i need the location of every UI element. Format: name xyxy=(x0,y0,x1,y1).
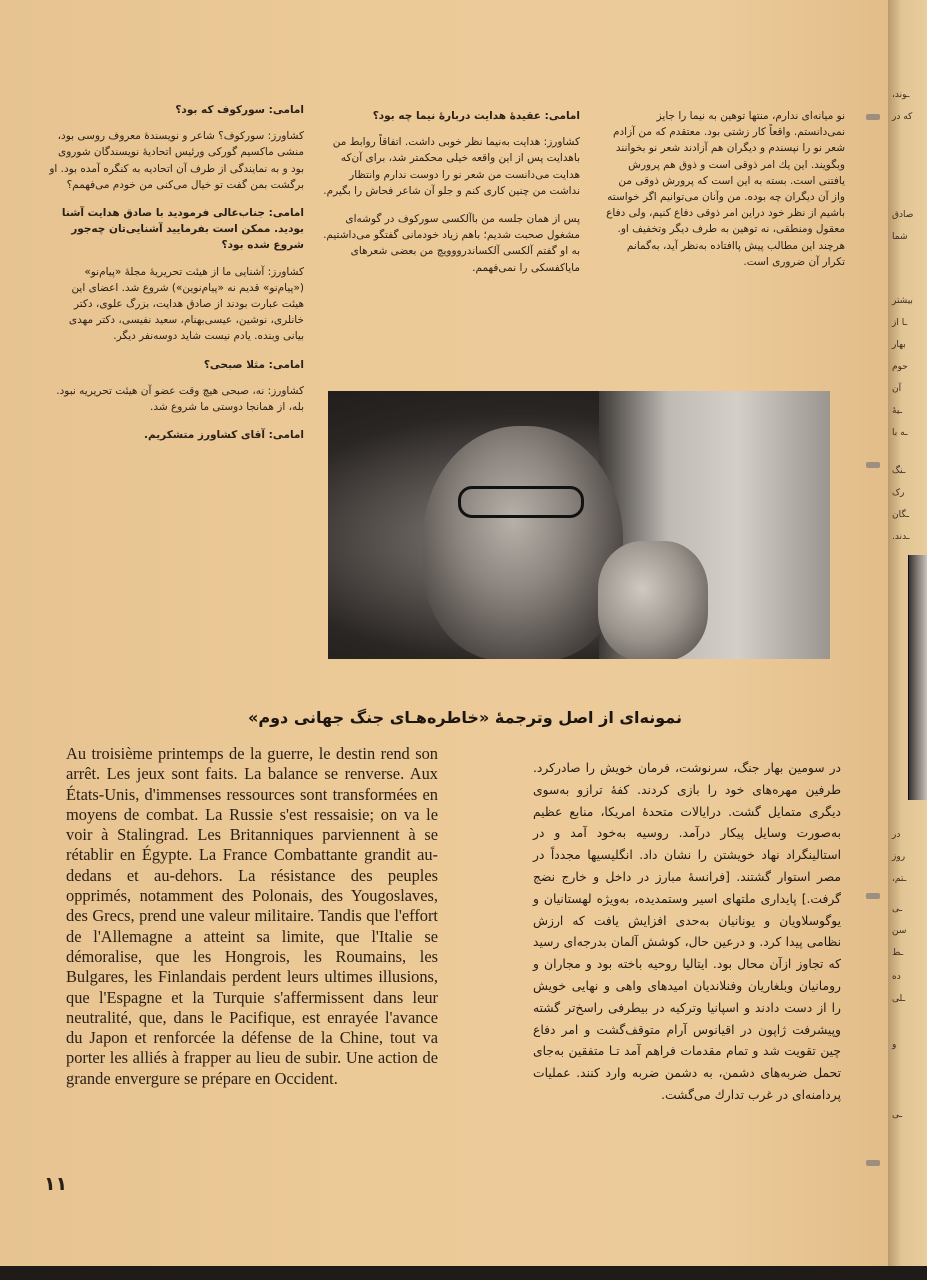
next-page-fragment: ـوند، xyxy=(892,90,910,100)
next-page-fragment: سن xyxy=(892,926,907,936)
interview-answer: کشاورز: هدایت به‌نیما نظر خوبی داشت. اتفاقاً روابط من باهدایت پس از این واقعه خیلی محکمتر شد، برای آن‌که هدایت می‌دانست من شعر نو را دوست ندارم وانتظار نداشت من چنین کاری کنم و جلو آن شاعر فحاش را بگیرم. xyxy=(323,136,580,197)
next-page-fragment: و xyxy=(892,1040,897,1050)
interview-answer: کشاورز: آشنایی ما از هیئت تحریریهٔ مجلهٔ «پیام‌نو» («پیام‌نو» قدیم نه «پیام‌نوین») شروع شد. اعضای این هیئت عبارت بودند از صادق هدایت، بزرگ علوی، دکتر خانلری، نوشین، عیسی‌بهنام، سعید نفیسی، دکتر مهدی بیانی وبنده. یادم نیست شاید دوسه‌نفر دیگر. xyxy=(68,265,304,343)
page-number: ۱۱ xyxy=(44,1173,68,1195)
interview-column-right xyxy=(605,108,845,282)
staple-mark xyxy=(866,114,880,120)
staple-mark xyxy=(866,462,880,468)
next-page-fragment: آن xyxy=(892,384,902,394)
staple-mark xyxy=(866,1160,880,1166)
interview-question: امامی: آقای کشاورز متشکریم. xyxy=(144,429,304,442)
next-page-fragment: روز xyxy=(892,852,906,862)
next-page-fragment: ـگان xyxy=(892,510,909,520)
interview-column-left xyxy=(46,102,304,453)
interview-answer: کشاورز: نه، صبحی هیچ وقت عضو آن هیئت تحریریه نبود. بله، از همانجا دوستی ما شروع شد. xyxy=(56,384,304,414)
interview-answer: کشاورز: سورکوف؟ شاعر و نویسندهٔ معروف روسی بود، منشی ماکسیم گورکی ورئیس اتحادیهٔ نویسندگان شوروی بود و به نمایندگی از طرف آن اتحادیه به کنگره آمده بود. او برگشت بمن گفت تو خیال می‌کنی من خودم می‌فهمم؟ xyxy=(49,130,304,191)
next-page-fragment: شما xyxy=(892,232,908,242)
portrait-hand xyxy=(598,541,708,659)
next-page-fragment: بیشتر xyxy=(892,296,913,306)
next-page-fragment: بهار xyxy=(892,340,906,350)
next-page-fragment: ـتم، xyxy=(892,874,907,884)
next-page-fragment: حوم xyxy=(892,362,908,372)
french-original-text: Au troisième printemps de la guerre, le destin rend son arrêt. Les jeux sont faits. La balance se renverse. Aux États-Unis, d'immenses ressources sont transformées en moyens de combat. La Russie s'est ressaisie; on va le voir à Stalingrad. Les Britanniques parviennent à se rétablir en Égypte. La France Combattante grandit au-dedans et au-dehors. La résistance des peuples opprimés, notamment des Polonais, des Yougoslaves, des Grecs, prend une valeur militaire. Tandis que l'effort de l'Allemagne a atteint sa limite, que l'Italie se démoralise, que les Hongrois, les Roumains, les Bulgares, les Finlandais perdent leurs ultimes illusions, que l'Espagne et la Turquie s'affermissent dans leur neutralité, que, dans le Pacifique, est enrayée l'avance du Japon et renforcée la défense de la Chine, tout va porter les alliés à frapper au lieu de subir. Une action de grande envergure se prépare en Occident. xyxy=(66,744,438,1088)
next-page-fragment: ـط xyxy=(892,948,904,958)
next-page-fragment: ـه با xyxy=(892,428,908,438)
interview-question: امامی: جناب‌عالی فرمودید با صادق هدایت آشنا بودید. ممکن است بفرمایید آشنایی‌تان چه‌جور شروع شده بود؟ xyxy=(61,207,304,252)
next-page-fragment: ـی xyxy=(892,1110,903,1120)
next-page-fragment: رک xyxy=(892,488,905,498)
next-page-fragment: ـنگ xyxy=(892,466,906,476)
portrait-glasses xyxy=(458,486,584,518)
next-page-fragment: صادق xyxy=(892,210,914,220)
scan-bottom-edge xyxy=(0,1266,927,1280)
next-page-fragment: که در xyxy=(892,112,913,122)
portrait-head xyxy=(423,426,623,659)
section-headline: نمونه‌ای از اصل وترجمهٔ «خاطره‌هـای جنگ جهانی دوم» xyxy=(248,708,682,727)
next-page-fragment: ـا از xyxy=(892,318,908,328)
interview-answer: پس از همان جلسه من باآلکسی سورکوف در گوشه‌ای مشغول صحبت شدیم؛ باهم زیاد خودمانی گفتگو می‌داشتیم. به او گفتم آلکسی آلکساندرووویچ من بعضی شعرهای مایاکفسکی را نمی‌فهمم. xyxy=(323,213,580,274)
next-page-fragment: در xyxy=(892,830,901,840)
interview-column-middle xyxy=(322,108,580,288)
persian-translation-text: در سومین بهار جنگ، سرنوشت، فرمان خویش را صادرکرد. طرفین مهره‌های خود را بازی کردند. کفهٔ ترازو به‌سوی دیگری متمایل گشت. درایالات متحدهٔ امریکا، منابع عظیم به‌صورت وسایل پیکار درآمد. روسیه به‌خود آمد و در استالینگراد نهاد خویشتن را نشان داد. انگلیسیها مجدداً در مصر استوار گشتند. [فرانسهٔ مبارز در داخل و خارج نضج گرفت.] پایداری ملتهای اسیر وستمدیده، به‌ویژه لهستانیان و یوگوسلاویان و یونانیان به‌حدی افزایش یافت که ارزش نظامی پیدا کرد. و درعین حال، کوشش آلمان بدرجه‌ای رسید که تجاوز ازآن محال بود. ایتالیا روحیه باخته بود و مجاران و رومانیان وبلغاریان وفنلاندیان امیدهای واهی و نهایی خویش را از دست دادند و اسپانیا وترکیه در بیطرفی راسخ‌تر گشته وپیشرفت ژاپون در اقیانوس آرام متوقف‌گشت و امر دفاع چین تقویت شد و تمام مقدمات فراهم آمد تـا متفقین به‌جای تحمل ضربه‌های دشمن، به دشمن ضربه وارد کنند. عملیات پردامنه‌ای در غرب تدارك می‌گشت. xyxy=(533,761,841,1102)
interview-question: امامی: عقیدهٔ هدایت دربارهٔ نیما چه بود؟ xyxy=(372,110,580,122)
next-page-fragment: ده xyxy=(892,972,901,982)
portrait-photo xyxy=(328,391,830,659)
next-page-photo-edge xyxy=(908,555,927,800)
next-page-fragment: ـلی xyxy=(892,994,906,1004)
next-page-fragment: ـدند. xyxy=(892,532,910,542)
adjacent-page-edge xyxy=(888,0,927,1266)
staple-mark xyxy=(866,893,880,899)
interview-paragraph: نو میانه‌ای ندارم، منتها توهین به نیما را جایز نمی‌دانستم. واقعاً کار زشتی بود. معتقدم که من آزادم شعر نو را نپسندم و دیگران هم آزادند شعر نو بخوانند وبگویند. این یك امر ذوقی است و ذوق هم پرورش یافتنی است. بسته به این است که پرورش ذوقی من واز آن دیگران چه بوده. من وآنان می‌توانیم اگر خواسته باشیم از نظر خود دراین امر ذوقی دفاع کنیم، ولی دفاع معقول ومنطقی، نه توهین به طرف دیگر وتخفیف او. هرچند این مطالب پیش پاافتاده به‌نظر آید، به‌گمانم تکرار آن ضروری است. xyxy=(606,110,845,268)
interview-question: امامی: مثلا صبحی؟ xyxy=(203,358,304,371)
next-page-fragment: ـیهٔ xyxy=(892,406,903,416)
interview-question: امامی: سورکوف که بود؟ xyxy=(175,104,304,116)
next-page-fragment: ـی xyxy=(892,904,903,914)
